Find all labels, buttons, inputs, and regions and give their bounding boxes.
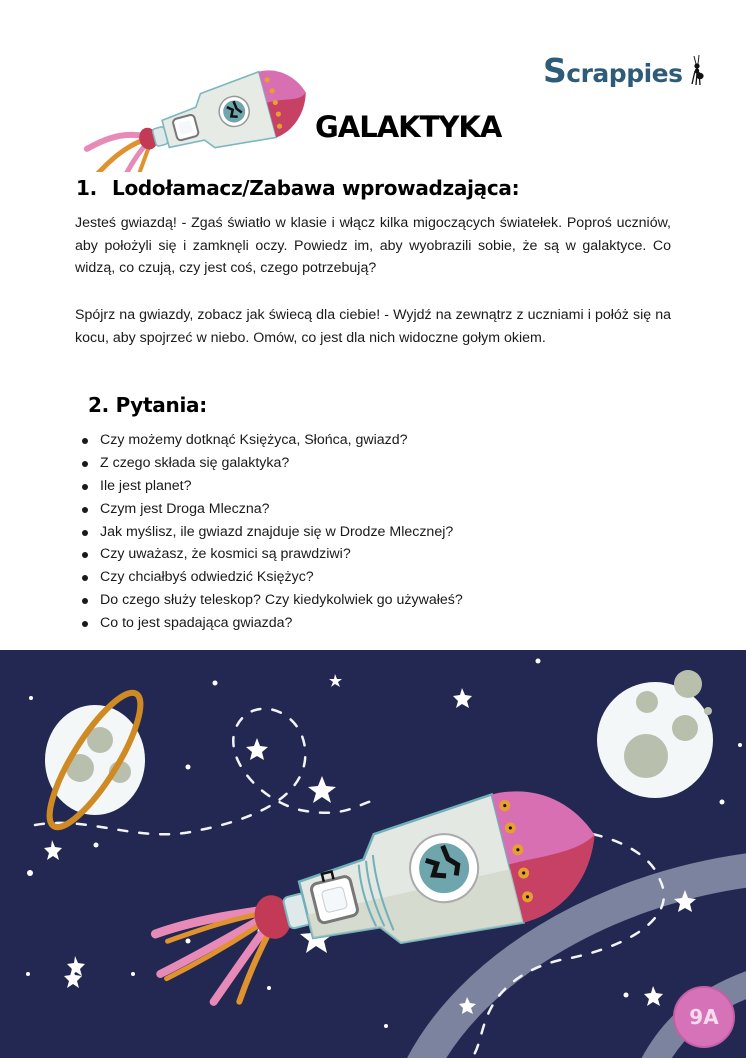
bullet-icon [82,461,88,467]
list-item: Co to jest spadająca gwiazda? [80,612,463,635]
rocket-illustration-small [78,60,310,172]
list-item: Czy uważasz, że kosmici są prawdziwi? [80,543,463,566]
list-item: Ile jest planet? [80,475,463,498]
section-title: Lodołamacz/Zabawa wprowadzająca: [112,176,520,200]
space-illustration [0,650,746,1058]
bullet-icon [82,484,88,490]
bullet-icon [82,575,88,581]
page-number-badge: 9A [673,986,735,1048]
bullet-icon [82,438,88,444]
bullet-icon [82,598,88,604]
moon [597,670,713,798]
list-item: Czy możemy dotknąć Księżyca, Słońca, gwiazd? [80,429,463,452]
bullet-icon [82,507,88,513]
bullet-icon [82,621,88,627]
list-item: Czym jest Droga Mleczna? [80,498,463,521]
questions-list [80,429,463,635]
ant-icon [688,54,706,86]
logo-wordmark: Scrappies [543,51,683,90]
section-number: 1. [76,176,97,200]
paragraph-you-are-a-star: Jesteś gwiazdą! - Zgaś światło w klasie i włącz kilka migoczących światełek. Poproś uczniów, aby położyli się i zamknęli oczy. Powiedz im, aby wyobrazili sobie, że są w galaktyce. Co widzą, co czują, czy jest coś, czego potrzebują? [75,215,671,277]
paragraph-look-at-stars: Spójrz na gwiazdy, zobacz jak świecą dla ciebie! - Wyjdź na zewnątrz z uczniami i połóż się na kocu, aby spojrzeć w niebo. Omów, co jest dla nich widoczne gołym okiem. [75,307,671,346]
rocket-with-ants [138,773,613,1019]
list-item: Do czego służy teleskop? Czy kiedykolwiek go używałeś? [80,589,463,612]
bullet-icon [82,530,88,536]
list-item: Z czego składa się galaktyka? [80,452,463,475]
section-heading-icebreaker [76,176,519,200]
bullet-icon [82,552,88,558]
list-item: Czy chciałbyś odwiedzić Księżyc? [80,566,463,589]
scrappies-logo [543,51,703,90]
page-title: GALAKTYKA [315,110,502,144]
list-item: Jak myślisz, ile gwiazd znajduje się w Drodze Mlecznej? [80,521,463,544]
section-heading-questions: 2. Pytania: [88,393,207,417]
ringed-planet [35,682,155,838]
